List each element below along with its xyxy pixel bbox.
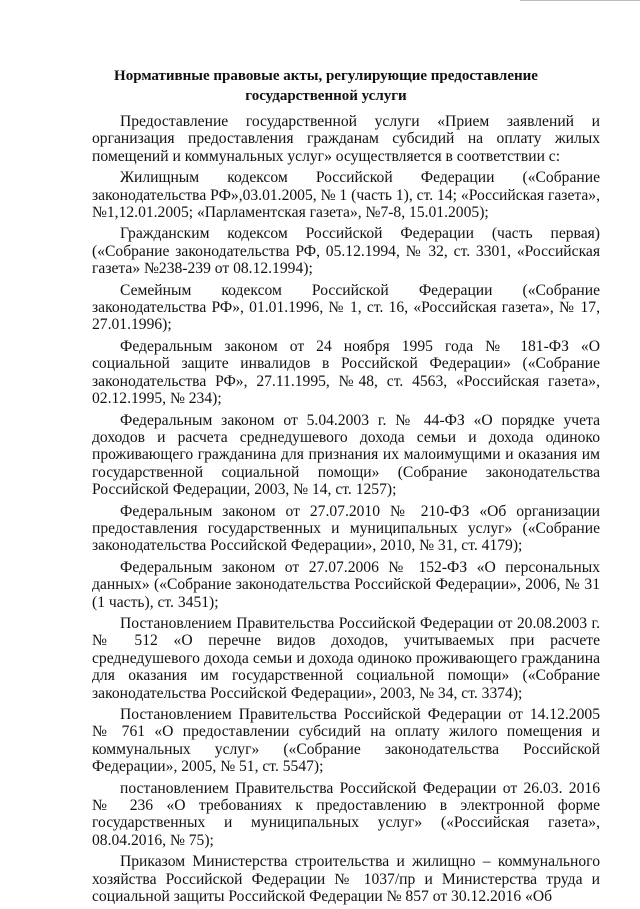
paragraph-intro: Предоставление государственной услуги «Прием заявлений и организация предоставления гражданам субсидий на оплату жилых помещений и коммунальных услуг» осуществляется в соответствии с: xyxy=(92,113,600,165)
paragraph-law-181: Федеральным законом от 24 ноября 1995 года № 181-ФЗ «О социальной защите инвалидов в Российской Федерации» («Собрание законодательства РФ», 27.11.1995, №48, ст. 4563, «Российская газета», 02.12.1995, № 234); xyxy=(92,337,600,408)
paragraph-law-44: Федеральным законом от 5.04.2003 г. № 44-ФЗ «О порядке учета доходов и расчета среднедушевого дохода семьи и дохода одиноко проживающего гражданина для признания их малоимущими и оказания им государственной социальной помощи» (Собрание законодательства Российской Федерации, 2003, № 14, ст. 1257); xyxy=(92,411,600,499)
paragraph-resolution-512: Постановлением Правительства Российской Федерации от 20.08.2003 г. № 512 «О перечне видов доходов, учитываемых при расчете среднедушевого дохода семьи и дохода одиноко проживающего гражданина для оказания им государственной социальной помощи» («Собрание законодательства Российской Федерации», 2003, № 34, ст. 3374); xyxy=(92,614,600,702)
document-title: Нормативные правовые акты, регулирующие предоставление государственной услуги xyxy=(114,68,538,104)
paragraph-family-code: Семейным кодексом Российской Федерации («Собрание законодательства РФ», 01.01.1996, № 1, ст. 16, «Российская газета», № 17, 27.01.1996); xyxy=(92,281,600,334)
paragraph-order-1037: Приказом Министерства строительства и жилищно – коммунального хозяйства Российской Федерации № 1037/пр и Министерства труда и социальной защиты Российской Федерации № 857 от 30.12.2016 «Об xyxy=(92,853,600,906)
paragraph-civil-code: Гражданским кодексом Российской Федерации (часть первая) («Собрание законодательства РФ, 05.12.1994, № 32, ст. 3301, «Российская газета» №238-239 от 08.12.1994); xyxy=(92,225,600,278)
paragraph-resolution-236: постановлением Правительства Российской Федерации от 26.03. 2016 № 236 «О требованиях к предоставлению в электронной форме государственных и муниципальных услуг» («Российская газета», 08.04.2016, № 75); xyxy=(92,779,600,849)
paragraph-law-210: Федеральным законом от 27.07.2010 № 210-ФЗ «Об организации предоставления государственных и муниципальных услуг» («Собрание законодательства Российской Федерации», 2010, № 31, ст. 4179); xyxy=(92,502,600,555)
paragraph-resolution-761: Постановлением Правительства Российской Федерации от 14.12.2005 № 761 «О предоставлении субсидий на оплату жилого помещения и коммунальных услуг» («Собрание законодательства Российской Федерации», 2005, № 51, ст. 5547); xyxy=(92,706,600,776)
document-body xyxy=(92,113,600,909)
paragraph-law-152: Федеральным законом от 27.07.2006 № 152-ФЗ «О персональных данных» («Собрание законодательства Российской Федерации», 2006, № 31 (1 часть), ст. 3451); xyxy=(92,558,600,611)
top-edge-line xyxy=(520,0,640,1)
paragraph-housing-code: Жилищным кодексом Российской Федерации («Собрание законодательства РФ»,03.01.2005, № 1 (часть 1), ст. 14; «Российская газета»,№1,12.01.2005; «Парламентская газета», №7-8, 15.01.2005); xyxy=(92,169,600,222)
